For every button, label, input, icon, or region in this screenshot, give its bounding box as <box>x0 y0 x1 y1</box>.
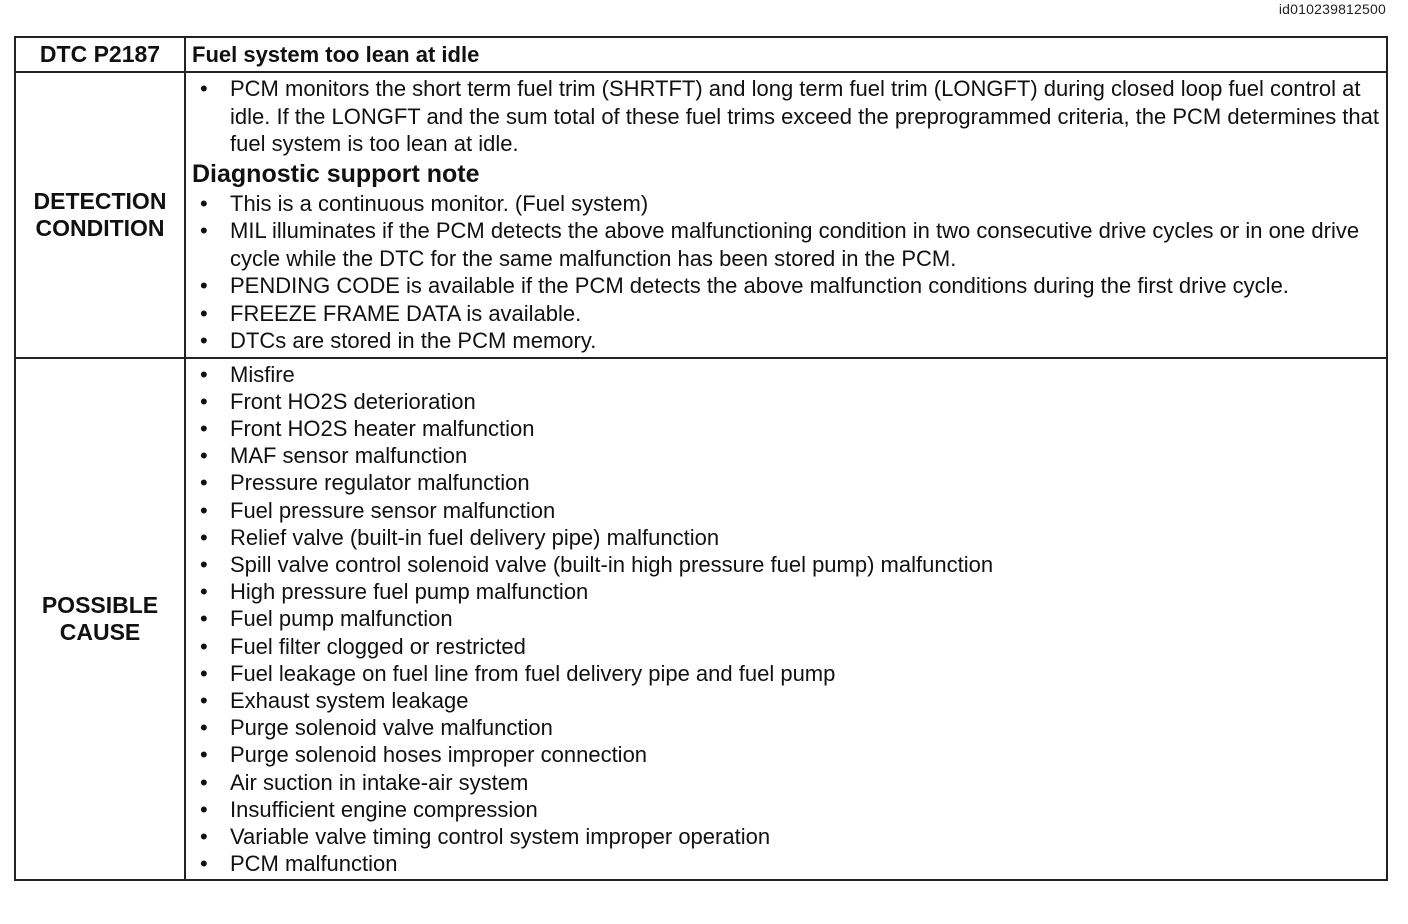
detection-label-line2: CONDITION <box>35 214 165 241</box>
cause-item: • Misfire <box>192 361 1380 388</box>
support-note-item: • This is a continuous monitor. (Fuel system) <box>192 190 1380 218</box>
cause-content <box>185 358 1387 881</box>
cause-row <box>15 358 1387 881</box>
detection-label <box>15 72 185 358</box>
support-note-item: • MIL illuminates if the PCM detects the above malfunctioning condition in two consecutive drive cycles or in one drive cycle while the DTC for the same malfunction has been stored in the PCM. <box>192 217 1380 272</box>
support-note-item: • FREEZE FRAME DATA is available. <box>192 300 1380 328</box>
cause-item: • Front HO2S deterioration <box>192 388 1380 415</box>
cause-label <box>15 358 185 881</box>
detection-label-line1: DETECTION <box>33 187 167 214</box>
support-note-heading: Diagnostic support note <box>192 159 480 188</box>
cause-item: • PCM malfunction <box>192 850 1380 877</box>
cause-item: • High pressure fuel pump malfunction <box>192 578 1380 605</box>
cause-list <box>192 361 1380 878</box>
detection-intro-list <box>192 75 1380 158</box>
detection-row <box>15 72 1387 358</box>
cause-item: • Fuel filter clogged or restricted <box>192 633 1380 660</box>
cause-label-line2: CAUSE <box>59 618 141 645</box>
dtc-table <box>14 36 1388 881</box>
cause-item: • Purge solenoid hoses improper connection <box>192 741 1380 768</box>
cause-item: • Relief valve (built-in fuel delivery pipe) malfunction <box>192 524 1380 551</box>
cause-item: • Fuel pressure sensor malfunction <box>192 497 1380 524</box>
cause-item: • Variable valve timing control system improper operation <box>192 823 1380 850</box>
support-note-item: • DTCs are stored in the PCM memory. <box>192 327 1380 355</box>
cause-item: • MAF sensor malfunction <box>192 442 1380 469</box>
cause-item: • Fuel leakage on fuel line from fuel delivery pipe and fuel pump <box>192 660 1380 687</box>
cause-label-line1: POSSIBLE <box>41 591 159 618</box>
document-id: id010239812500 <box>1278 1 1386 17</box>
cause-item: • Insufficient engine compression <box>192 796 1380 823</box>
dtc-code: DTC P2187 <box>15 37 185 72</box>
cause-item: • Pressure regulator malfunction <box>192 469 1380 496</box>
cause-item: • Exhaust system leakage <box>192 687 1380 714</box>
cause-item: • Fuel pump malfunction <box>192 605 1380 632</box>
dtc-title: Fuel system too lean at idle <box>185 37 1387 72</box>
support-note-list <box>192 190 1380 355</box>
cause-item: • Spill valve control solenoid valve (built-in high pressure fuel pump) malfunction <box>192 551 1380 578</box>
detection-content <box>185 72 1387 358</box>
detection-intro: • PCM monitors the short term fuel trim (SHRTFT) and long term fuel trim (LONGFT) during closed loop fuel control at idle. If the LONGFT and the sum total of these fuel trims exceed the preprogrammed criteria, the PCM determines that fuel system is too lean at idle. <box>192 75 1380 158</box>
header-row <box>15 37 1387 72</box>
cause-item: • Front HO2S heater malfunction <box>192 415 1380 442</box>
cause-item: • Purge solenoid valve malfunction <box>192 714 1380 741</box>
support-note-item: • PENDING CODE is available if the PCM detects the above malfunction conditions during the first drive cycle. <box>192 272 1380 300</box>
cause-item: • Air suction in intake-air system <box>192 769 1380 796</box>
